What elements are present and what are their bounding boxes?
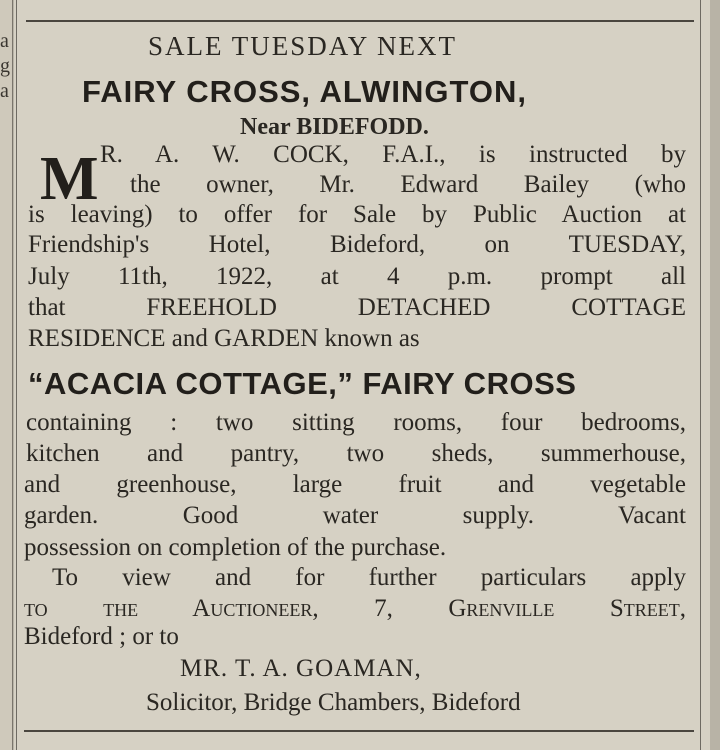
adjacent-column-fragment: a — [0, 30, 9, 52]
para1-line-1: R. A. W. COCK, F.A.I., is instructed by — [100, 141, 686, 168]
para2-line-2: kitchen and pantry, two sheds, summerhouse, — [26, 440, 686, 467]
sale-header: SALE TUESDAY NEXT — [148, 31, 458, 61]
para1-line-6: that FREEHOLD DETACHED COTTAGE — [28, 294, 686, 321]
para2-line-4: garden. Good water supply. Vacant — [24, 502, 686, 529]
para3-line-3: Bideford ; or to — [24, 623, 179, 650]
adjacent-column-fragment: g — [0, 55, 10, 77]
adjacent-column-fragment: a — [0, 80, 9, 102]
para2-line-1: containing : two sitting rooms, four bedrooms, — [26, 409, 686, 436]
contact-name: MR. T. A. GOAMAN, — [180, 655, 422, 682]
para3-line-1: To view and for further particulars apply — [52, 564, 686, 591]
column-rule-right — [700, 0, 701, 750]
advert-subtitle: Near BIDEFODD. — [240, 114, 429, 140]
para2-line-5: possession on completion of the purchase. — [24, 534, 447, 561]
top-rule — [26, 20, 694, 22]
para1-line-4: Friendship's Hotel, Bideford, on TUESDAY, — [28, 231, 686, 258]
contact-address: Solicitor, Bridge Chambers, Bideford — [146, 689, 521, 716]
property-name: “ACACIA COTTAGE,” FAIRY CROSS — [28, 366, 577, 401]
column-rule-left — [16, 0, 17, 750]
para1-line-5: July 11th, 1922, at 4 p.m. prompt all — [28, 263, 686, 290]
adjacent-column — [0, 0, 13, 750]
bottom-rule — [24, 730, 694, 732]
para1-line-7: RESIDENCE and GARDEN known as — [28, 325, 420, 352]
para2-line-3: and greenhouse, large fruit and vegetable — [24, 471, 686, 498]
para1-line-2: the owner, Mr. Edward Bailey (who — [130, 171, 686, 198]
advert-title: FAIRY CROSS, ALWINGTON, — [82, 74, 527, 109]
drop-cap: M — [40, 145, 99, 213]
para1-line-3: is leaving) to offer for Sale by Public Auction at — [28, 201, 686, 228]
para3-line-2: to the Auctioneer, 7, Grenville Street, — [24, 595, 686, 622]
